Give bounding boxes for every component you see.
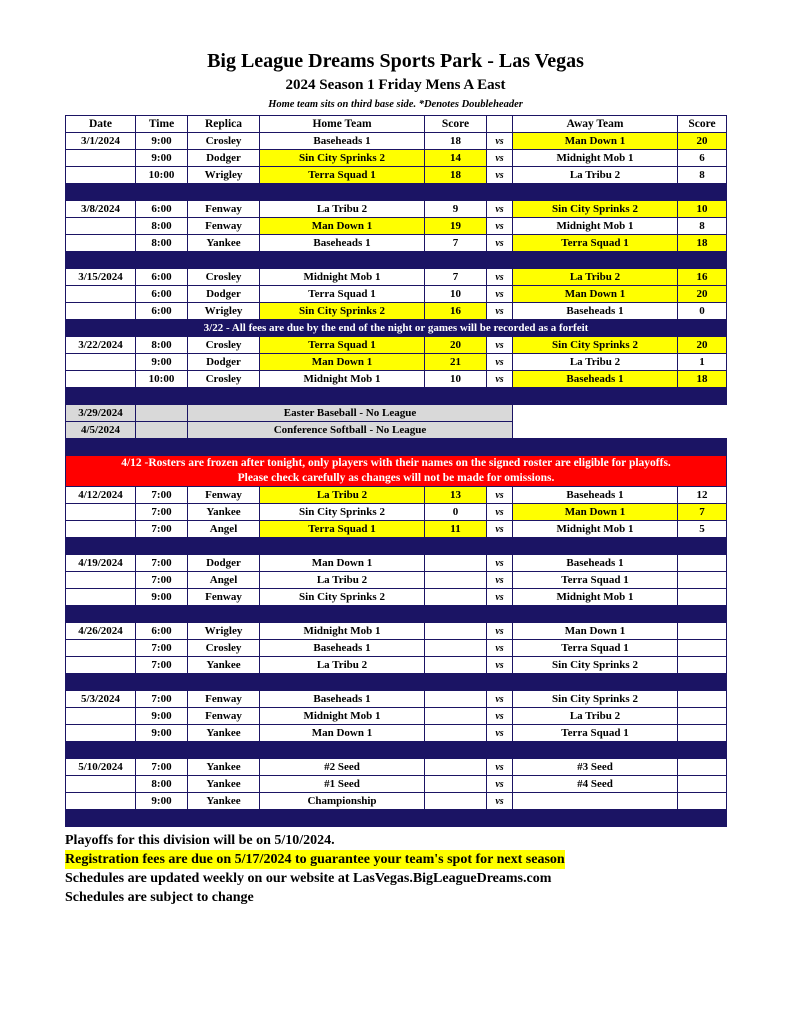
cell-home-team: Sin City Sprinks 2: [260, 303, 425, 320]
cell-home-team: Midnight Mob 1: [260, 371, 425, 388]
cell-home-team: Baseheads 1: [260, 640, 425, 657]
cell-vs: vs: [487, 555, 513, 572]
cell-home-score: [425, 708, 487, 725]
cell-away-score: [678, 725, 727, 742]
cell-replica: Dodger: [188, 555, 260, 572]
table-row: [66, 657, 727, 674]
cell-date: 5/10/2024: [66, 759, 136, 776]
row-divider: [66, 388, 727, 405]
cell-home-score: [425, 555, 487, 572]
cell-home-score: 10: [425, 286, 487, 303]
cell-home-team: Man Down 1: [260, 555, 425, 572]
cell-away-team: Sin City Sprinks 2: [513, 691, 678, 708]
table-row: [66, 235, 727, 252]
cell-empty: [678, 422, 727, 439]
cell-home-score: [425, 572, 487, 589]
footer-website: Schedules are updated weekly on our website at LasVegas.BigLeagueDreams.com: [65, 871, 552, 886]
cell-away-team: Baseheads 1: [513, 555, 678, 572]
cell-replica: Wrigley: [188, 167, 260, 184]
cell-home-score: [425, 691, 487, 708]
cell-replica: Yankee: [188, 725, 260, 742]
cell-home-team: La Tribu 2: [260, 657, 425, 674]
table-row: [66, 759, 727, 776]
cell-away-score: [678, 623, 727, 640]
cell-away-score: [678, 691, 727, 708]
cell-vs: vs: [487, 167, 513, 184]
column-header-away-team: Away Team: [513, 116, 678, 133]
cell-home-score: 19: [425, 218, 487, 235]
cell-date: [66, 725, 136, 742]
cell-home-score: 11: [425, 521, 487, 538]
cell-away-team: Midnight Mob 1: [513, 521, 678, 538]
cell-date: 5/3/2024: [66, 691, 136, 708]
cell-home-team: Terra Squad 1: [260, 521, 425, 538]
cell-away-team: Terra Squad 1: [513, 572, 678, 589]
cell-date: 4/26/2024: [66, 623, 136, 640]
cell-date: [66, 167, 136, 184]
cell-time: 7:00: [136, 691, 188, 708]
cell-date: [66, 218, 136, 235]
cell-time: 10:00: [136, 371, 188, 388]
cell-away-score: 18: [678, 371, 727, 388]
cell-home-team: Midnight Mob 1: [260, 708, 425, 725]
cell-home-score: 9: [425, 201, 487, 218]
cell-date: [66, 589, 136, 606]
cell-home-score: [425, 759, 487, 776]
table-row: [66, 150, 727, 167]
row-divider: [66, 674, 727, 691]
home-team-note: Home team sits on third base side. *Denotes Doubleheader: [268, 99, 523, 110]
cell-vs: vs: [487, 521, 513, 538]
cell-home-score: 18: [425, 133, 487, 150]
cell-home-team: Midnight Mob 1: [260, 623, 425, 640]
cell-vs: vs: [487, 371, 513, 388]
table-row: [66, 793, 727, 810]
cell-replica: Dodger: [188, 286, 260, 303]
cell-home-score: 20: [425, 337, 487, 354]
cell-home-team: Sin City Sprinks 2: [260, 589, 425, 606]
cell-home-team: La Tribu 2: [260, 487, 425, 504]
table-row: [66, 133, 727, 150]
footer-notes: [65, 831, 726, 907]
cell-away-team: La Tribu 2: [513, 167, 678, 184]
divider-bar: [66, 538, 727, 555]
cell-replica: Crosley: [188, 133, 260, 150]
cell-home-score: 16: [425, 303, 487, 320]
divider-bar: [66, 674, 727, 691]
no-league-text: Conference Softball - No League: [188, 422, 513, 439]
column-header-date: Date: [66, 116, 136, 133]
cell-away-team: Sin City Sprinks 2: [513, 201, 678, 218]
table-row: [66, 337, 727, 354]
cell-home-team: Man Down 1: [260, 725, 425, 742]
cell-time: [136, 422, 188, 439]
cell-date: [66, 371, 136, 388]
table-row: [66, 725, 727, 742]
cell-home-score: [425, 657, 487, 674]
cell-home-score: [425, 725, 487, 742]
cell-time: 7:00: [136, 640, 188, 657]
divider-bar: [66, 388, 727, 405]
cell-time: 7:00: [136, 504, 188, 521]
cell-away-score: 8: [678, 218, 727, 235]
cell-date: [66, 572, 136, 589]
page-title: Big League Dreams Sports Park - Las Vegas: [207, 50, 584, 72]
cell-home-team: Terra Squad 1: [260, 337, 425, 354]
cell-date: [66, 354, 136, 371]
cell-home-team: Midnight Mob 1: [260, 269, 425, 286]
no-league-row: [66, 405, 727, 422]
cell-away-team: Sin City Sprinks 2: [513, 657, 678, 674]
table-row: [66, 354, 727, 371]
cell-replica: Angel: [188, 572, 260, 589]
cell-away-score: 20: [678, 286, 727, 303]
cell-home-team: La Tribu 2: [260, 201, 425, 218]
cell-empty: [513, 422, 678, 439]
cell-replica: Crosley: [188, 640, 260, 657]
cell-home-score: [425, 589, 487, 606]
cell-replica: Fenway: [188, 708, 260, 725]
cell-vs: vs: [487, 218, 513, 235]
cell-empty: [678, 405, 727, 422]
cell-time: 8:00: [136, 235, 188, 252]
cell-vs: vs: [487, 776, 513, 793]
table-bottom-bar: [66, 810, 727, 827]
cell-date: 3/22/2024: [66, 337, 136, 354]
row-divider: [66, 252, 727, 269]
cell-time: 7:00: [136, 657, 188, 674]
table-row: [66, 487, 727, 504]
cell-away-team: La Tribu 2: [513, 708, 678, 725]
cell-time: 6:00: [136, 286, 188, 303]
table-row: [66, 167, 727, 184]
cell-away-team: Terra Squad 1: [513, 235, 678, 252]
cell-date: [66, 235, 136, 252]
cell-home-score: 7: [425, 269, 487, 286]
cell-time: 6:00: [136, 623, 188, 640]
cell-date: [66, 640, 136, 657]
table-row: [66, 589, 727, 606]
cell-away-team: La Tribu 2: [513, 354, 678, 371]
cell-date: [66, 793, 136, 810]
cell-date: 3/15/2024: [66, 269, 136, 286]
cell-away-team: Midnight Mob 1: [513, 150, 678, 167]
cell-home-team: #1 Seed: [260, 776, 425, 793]
cell-vs: vs: [487, 657, 513, 674]
cell-time: 9:00: [136, 133, 188, 150]
table-row: [66, 504, 727, 521]
cell-away-team: Midnight Mob 1: [513, 589, 678, 606]
cell-away-team: Baseheads 1: [513, 487, 678, 504]
cell-away-team: Man Down 1: [513, 623, 678, 640]
cell-home-score: [425, 640, 487, 657]
cell-home-team: Terra Squad 1: [260, 286, 425, 303]
cell-away-score: 20: [678, 337, 727, 354]
cell-replica: Wrigley: [188, 303, 260, 320]
table-row: [66, 371, 727, 388]
table-row: [66, 286, 727, 303]
cell-time: [136, 405, 188, 422]
cell-away-team: [513, 793, 678, 810]
cell-vs: vs: [487, 303, 513, 320]
cell-vs: vs: [487, 589, 513, 606]
table-row: [66, 521, 727, 538]
schedule-table: [65, 115, 727, 827]
divider-bar: [66, 184, 727, 201]
footer-subject-to-change: Schedules are subject to change: [65, 890, 254, 905]
cell-away-score: 1: [678, 354, 727, 371]
cell-away-score: 8: [678, 167, 727, 184]
cell-home-score: 10: [425, 371, 487, 388]
cell-away-team: Terra Squad 1: [513, 640, 678, 657]
cell-replica: Yankee: [188, 657, 260, 674]
row-divider: [66, 538, 727, 555]
cell-away-team: #3 Seed: [513, 759, 678, 776]
page-subtitle: 2024 Season 1 Friday Mens A East: [285, 77, 506, 93]
roster-freeze-line-1: 4/12 -Rosters are frozen after tonight, only players with their names on the signed roster are eligible for playoffs.: [121, 457, 671, 469]
cell-date: [66, 776, 136, 793]
cell-away-team: #4 Seed: [513, 776, 678, 793]
divider-bar: [66, 606, 727, 623]
table-row: [66, 269, 727, 286]
cell-replica: Yankee: [188, 776, 260, 793]
cell-date: [66, 286, 136, 303]
column-header-away-score: Score: [678, 116, 727, 133]
cell-time: 7:00: [136, 555, 188, 572]
cell-vs: vs: [487, 640, 513, 657]
cell-date: [66, 521, 136, 538]
divider-bar: [66, 439, 727, 456]
cell-date: 3/1/2024: [66, 133, 136, 150]
cell-home-team: Baseheads 1: [260, 691, 425, 708]
table-row: [66, 623, 727, 640]
cell-time: 8:00: [136, 776, 188, 793]
cell-away-score: [678, 759, 727, 776]
cell-away-score: 16: [678, 269, 727, 286]
column-header-vs: [487, 116, 513, 133]
cell-vs: vs: [487, 572, 513, 589]
cell-vs: vs: [487, 150, 513, 167]
cell-away-score: [678, 776, 727, 793]
table-header-row: [66, 116, 727, 133]
cell-away-score: [678, 793, 727, 810]
cell-date: [66, 657, 136, 674]
cell-replica: Yankee: [188, 235, 260, 252]
cell-replica: Fenway: [188, 691, 260, 708]
cell-date: 4/5/2024: [66, 422, 136, 439]
cell-vs: vs: [487, 487, 513, 504]
cell-away-score: [678, 589, 727, 606]
cell-vs: vs: [487, 725, 513, 742]
cell-home-score: 14: [425, 150, 487, 167]
fees-notice-text: 3/22 - All fees are due by the end of the night or games will be recorded as a forfeit: [66, 320, 727, 337]
divider-bar: [66, 252, 727, 269]
cell-vs: vs: [487, 691, 513, 708]
cell-replica: Fenway: [188, 218, 260, 235]
cell-date: [66, 504, 136, 521]
cell-date: 3/8/2024: [66, 201, 136, 218]
cell-home-team: La Tribu 2: [260, 572, 425, 589]
roster-freeze-line-2: Please check carefully as changes will not be made for omissions.: [237, 472, 555, 484]
cell-home-team: #2 Seed: [260, 759, 425, 776]
cell-replica: Crosley: [188, 337, 260, 354]
cell-replica: Dodger: [188, 354, 260, 371]
table-row: [66, 201, 727, 218]
footer-registration: Registration fees are due on 5/17/2024 to guarantee your team's spot for next season: [65, 852, 565, 867]
cell-date: 3/29/2024: [66, 405, 136, 422]
row-divider: [66, 439, 727, 456]
cell-away-score: 18: [678, 235, 727, 252]
roster-freeze-notice-row: [66, 456, 727, 487]
cell-vs: vs: [487, 201, 513, 218]
table-row: [66, 691, 727, 708]
row-divider: [66, 184, 727, 201]
cell-away-score: [678, 572, 727, 589]
cell-replica: Fenway: [188, 589, 260, 606]
table-row: [66, 572, 727, 589]
cell-away-score: 0: [678, 303, 727, 320]
cell-replica: Wrigley: [188, 623, 260, 640]
cell-away-team: La Tribu 2: [513, 269, 678, 286]
cell-home-score: 18: [425, 167, 487, 184]
cell-time: 9:00: [136, 793, 188, 810]
table-row: [66, 640, 727, 657]
column-header-time: Time: [136, 116, 188, 133]
cell-time: 10:00: [136, 167, 188, 184]
cell-date: [66, 708, 136, 725]
cell-time: 9:00: [136, 150, 188, 167]
cell-away-score: 5: [678, 521, 727, 538]
cell-home-team: Baseheads 1: [260, 133, 425, 150]
cell-away-team: Man Down 1: [513, 286, 678, 303]
row-divider: [66, 606, 727, 623]
cell-home-score: 13: [425, 487, 487, 504]
cell-away-team: Terra Squad 1: [513, 725, 678, 742]
cell-time: 6:00: [136, 201, 188, 218]
cell-replica: Fenway: [188, 201, 260, 218]
table-row: [66, 708, 727, 725]
cell-home-team: Sin City Sprinks 2: [260, 150, 425, 167]
cell-home-team: Championship: [260, 793, 425, 810]
no-league-row: [66, 422, 727, 439]
cell-vs: vs: [487, 269, 513, 286]
cell-away-team: Midnight Mob 1: [513, 218, 678, 235]
cell-time: 7:00: [136, 759, 188, 776]
cell-replica: Crosley: [188, 371, 260, 388]
cell-vs: vs: [487, 354, 513, 371]
cell-away-team: Sin City Sprinks 2: [513, 337, 678, 354]
cell-time: 9:00: [136, 708, 188, 725]
cell-away-team: Baseheads 1: [513, 303, 678, 320]
cell-away-score: 6: [678, 150, 727, 167]
cell-away-team: Man Down 1: [513, 133, 678, 150]
cell-time: 8:00: [136, 337, 188, 354]
cell-home-team: Sin City Sprinks 2: [260, 504, 425, 521]
cell-away-score: [678, 555, 727, 572]
cell-vs: vs: [487, 793, 513, 810]
cell-away-score: 10: [678, 201, 727, 218]
cell-time: 9:00: [136, 589, 188, 606]
cell-away-team: Baseheads 1: [513, 371, 678, 388]
cell-replica: Yankee: [188, 504, 260, 521]
cell-vs: vs: [487, 623, 513, 640]
cell-away-score: [678, 657, 727, 674]
cell-vs: vs: [487, 708, 513, 725]
cell-home-score: 0: [425, 504, 487, 521]
cell-time: 6:00: [136, 303, 188, 320]
cell-time: 8:00: [136, 218, 188, 235]
table-row: [66, 218, 727, 235]
cell-date: 4/12/2024: [66, 487, 136, 504]
cell-home-team: Man Down 1: [260, 354, 425, 371]
cell-home-score: [425, 776, 487, 793]
cell-vs: vs: [487, 286, 513, 303]
cell-replica: Yankee: [188, 793, 260, 810]
cell-time: 7:00: [136, 487, 188, 504]
cell-away-score: [678, 640, 727, 657]
cell-vs: vs: [487, 337, 513, 354]
table-row: [66, 776, 727, 793]
no-league-text: Easter Baseball - No League: [188, 405, 513, 422]
cell-vs: vs: [487, 133, 513, 150]
cell-empty: [513, 405, 678, 422]
footer-playoffs: Playoffs for this division will be on 5/10/2024.: [65, 833, 335, 848]
column-header-home-team: Home Team: [260, 116, 425, 133]
cell-date: [66, 150, 136, 167]
cell-replica: Dodger: [188, 150, 260, 167]
cell-replica: Crosley: [188, 269, 260, 286]
fees-notice-row: [66, 320, 727, 337]
cell-time: 9:00: [136, 725, 188, 742]
roster-freeze-notice-text: [66, 456, 727, 487]
cell-home-team: Man Down 1: [260, 218, 425, 235]
cell-home-team: Terra Squad 1: [260, 167, 425, 184]
cell-vs: vs: [487, 504, 513, 521]
cell-time: 7:00: [136, 572, 188, 589]
cell-away-score: 7: [678, 504, 727, 521]
cell-date: [66, 303, 136, 320]
cell-replica: Yankee: [188, 759, 260, 776]
cell-vs: vs: [487, 235, 513, 252]
divider-bar: [66, 742, 727, 759]
cell-home-team: Baseheads 1: [260, 235, 425, 252]
column-header-replica: Replica: [188, 116, 260, 133]
row-divider: [66, 742, 727, 759]
cell-home-score: 7: [425, 235, 487, 252]
cell-away-score: 12: [678, 487, 727, 504]
cell-time: 6:00: [136, 269, 188, 286]
cell-replica: Fenway: [188, 487, 260, 504]
schedule-body: [66, 133, 727, 827]
cell-home-score: [425, 623, 487, 640]
column-header-home-score: Score: [425, 116, 487, 133]
cell-replica: Angel: [188, 521, 260, 538]
table-row: [66, 555, 727, 572]
cell-date: 4/19/2024: [66, 555, 136, 572]
cell-time: 7:00: [136, 521, 188, 538]
cell-home-score: [425, 793, 487, 810]
cell-time: 9:00: [136, 354, 188, 371]
cell-vs: vs: [487, 759, 513, 776]
table-row: [66, 303, 727, 320]
cell-away-team: Man Down 1: [513, 504, 678, 521]
cell-home-score: 21: [425, 354, 487, 371]
cell-away-score: [678, 708, 727, 725]
bottom-bar: [66, 810, 727, 827]
cell-away-score: 20: [678, 133, 727, 150]
